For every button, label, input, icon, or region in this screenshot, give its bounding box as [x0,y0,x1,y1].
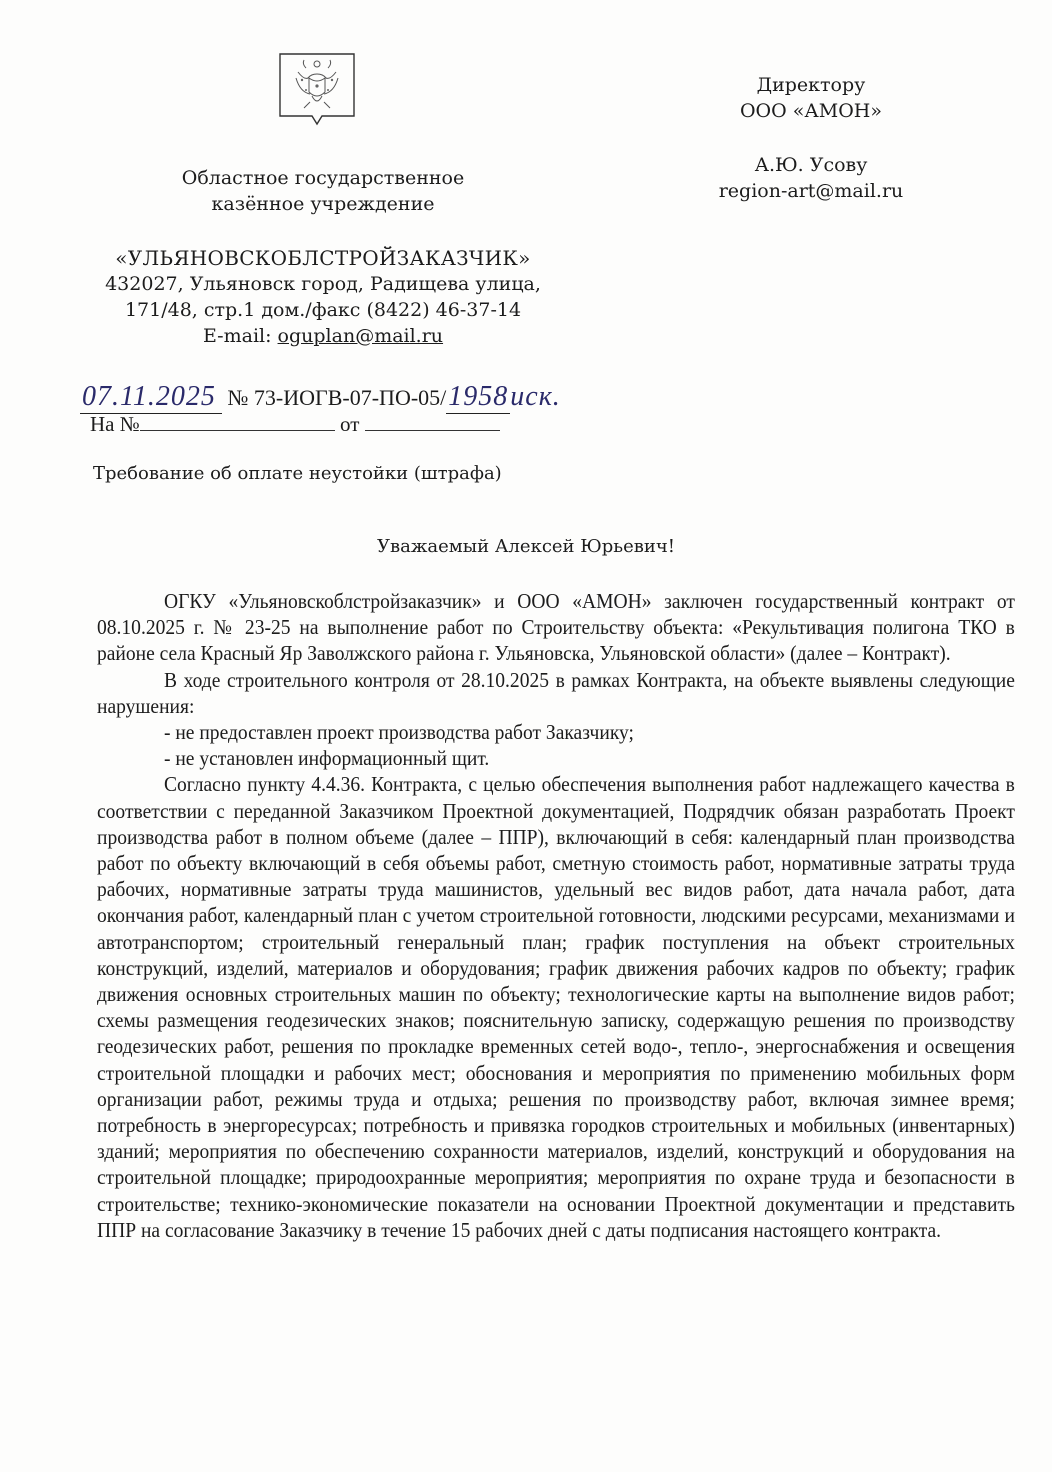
reference-date-label: от [340,412,360,436]
sender-email-line [82,323,564,349]
sender-email-link[interactable]: oguplan@mail.ru [277,325,444,347]
violation-item-1: - не предоставлен проект производства работ Заказчику; [163,720,634,745]
recipient-block-top [680,72,942,124]
reference-number-label: На № [90,412,140,436]
violation-item-2: - не установлен информационный щит. [163,746,490,771]
sender-email-label: E-mail: [202,325,278,347]
registration-number-prefix: № 73-ИОГВ-07-ПО-05/ [227,385,447,410]
handwritten-suffix: иск. [510,381,561,412]
sender-org-type [82,165,564,217]
sender-org-type-line1: Областное государственное [181,167,465,189]
letter-subject: Требование об оплате неустойки (штрафа) [93,463,502,484]
body-paragraph-2: В ходе строительного контроля от 28.10.2025 в рамках Контракта, на объекте выявлены следующие нарушения: [97,667,1015,718]
sender-address-line1: 432027, Ульяновск город, Радищева улица, [105,273,541,295]
recipient-block-bottom [680,152,942,204]
letter-body [97,588,1015,1243]
salutation: Уважаемый Алексей Юрьевич! [376,536,675,557]
recipient-name: А.Ю. Усову [754,154,868,176]
sender-org-type-line2: казённое учреждение [211,193,435,215]
sender-address-line2: 171/48, стр.1 дом./факс (8422) 46-37-14 [124,299,522,321]
body-paragraph-1: ОГКУ «Ульяновскоблстройзаказчик» и ООО «АМОН» заключен государственный контракт от 08.10.2025 г. № 23-25 на выполнение работ по Строительству объекта: «Рекультивация полигона ТКО в районе села Красный Яр Заволжского района г. Ульяновска, Ульяновской области» (далее – Контракт). [97,589,1015,666]
sender-org-name: «УЛЬЯНОВСКОБЛСТРОЙЗАКАЗЧИК» [115,246,531,270]
handwritten-number: 1958 [448,381,509,412]
body-paragraph-3: Согласно пункту 4.4.36. Контракта, с целью обеспечения выполнения работ надлежащего качества в соответствии с переданной Заказчиком Проектной документацией, Подрядчик обязан разработать Проект производства работ в полном объеме (далее – ППР), включающий в себя: календарный план производства работ по объекту включающий в себя объемы работ, сметную стоимость работ, нормативные затраты труда рабочих, нормативные затраты труда машинистов, удельный вес видов работ, дата начала работ, дата окончания работ, календарный план с учетом строительной готовности, людскими ресурсами, механизмами и автотранспортом; строительный генеральный план; график поступления на объект строительных конструкций, изделий, материалов и оборудования; график движения рабочих кадров по объекту; график движения основных строительных машин по объекту; технологические карты на выполнение видов работ; схемы размещения геодезических знаков; пояснительную записку, содержащую решения по производству геодезических работ, решения по прокладке временных сетей водо-, тепло-, энергоснабжения и освещения строительной площадки и рабочих мест; обоснования и мероприятия по применению мобильных форм организации работ, режимы труда и отдыха; решения по производству работ, включая зимнее время; потребность в энергоресурсах; потребность и привязка городков строительных и мобильных (инвентарных) зданий; мероприятия по обеспечению сохранности материалов, изделий, конструкций и оборудования на строительной площадке; природоохранные мероприятия; мероприятия по охране труда и безопасности в строительстве; технико-экономические показатели на основании Проектной документации и представить ППР на согласование Заказчику в течение 15 рабочих дней с даты подписания настоящего контракта. [97,772,1015,1242]
recipient-email[interactable]: region-art@mail.ru [718,180,904,202]
recipient-company: ООО «АМОН» [739,100,882,122]
reference-number-blank [140,430,335,431]
reference-date-blank [365,430,500,431]
handwritten-date: 07.11.2025 [80,381,222,414]
reference-line [90,412,500,437]
recipient-position: Директору [756,74,866,96]
registration-line [80,381,561,415]
sender-block [82,245,564,349]
coat-of-arms-icon [276,50,358,130]
